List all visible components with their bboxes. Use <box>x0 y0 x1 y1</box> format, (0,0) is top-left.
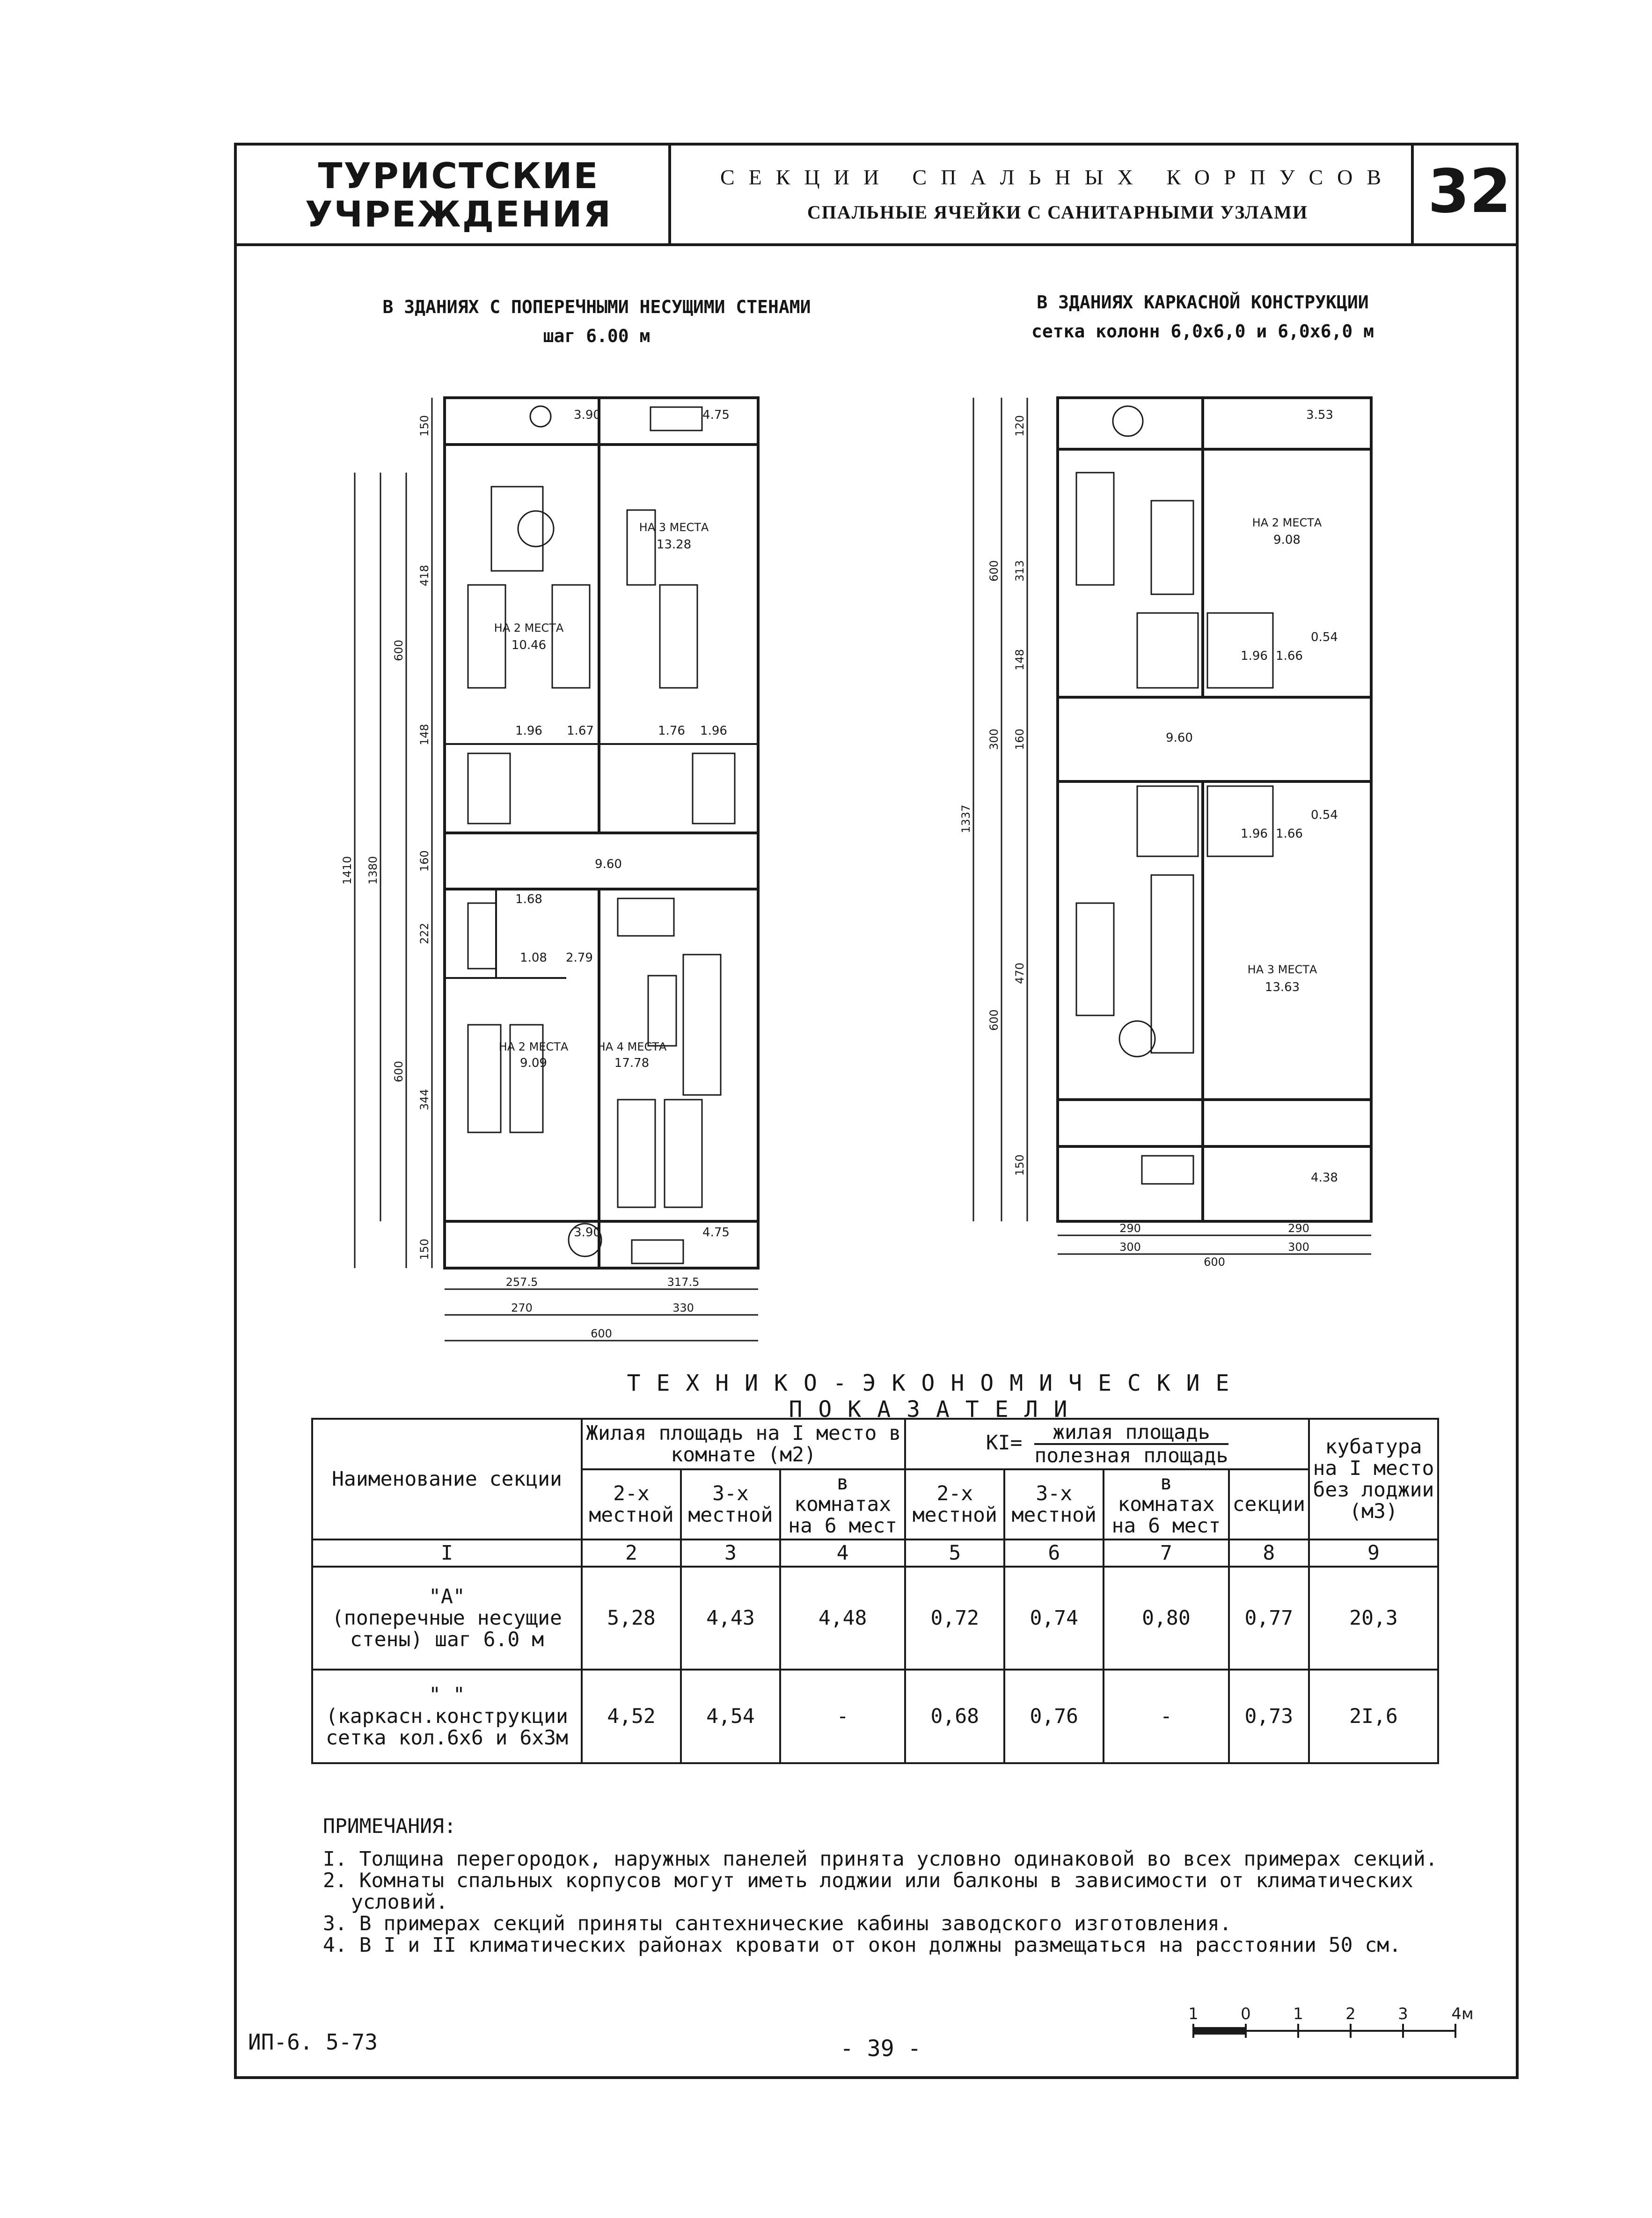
tei-cell: 0,80 <box>1104 1567 1228 1670</box>
left-room-2-area: 10.46 <box>511 638 547 652</box>
right-dim-label: 148 <box>1013 649 1026 671</box>
left-room-3-area: 9.09 <box>520 1056 547 1070</box>
right-area-label: 1.66 <box>1276 827 1303 841</box>
right-dim-label: 470 <box>1013 963 1026 984</box>
tei-subcol: 2-х местной <box>582 1469 681 1539</box>
right-area-label: 9.60 <box>1166 731 1193 745</box>
right-plan-bath-cabin <box>1137 786 1198 856</box>
footer-page-number: - 39 - <box>840 2036 921 2062</box>
scale-bar-label: 2 <box>1345 2005 1356 2023</box>
left-room-1-area: 13.28 <box>656 538 692 552</box>
right-plan-lounger <box>1142 1156 1193 1184</box>
tei-row-a <box>312 1567 1438 1670</box>
tei-row-label <box>312 1567 582 1670</box>
tei-row-label-top: "А" <box>429 1585 465 1608</box>
tei-k-numerator: жилая площадь <box>1034 1422 1228 1445</box>
right-plan-subtitle: сетка колонн 6,0х6,0 и 6,0х6,0 м <box>1031 321 1374 342</box>
tei-cell: 0,77 <box>1229 1567 1309 1670</box>
right-plan-title-block <box>936 288 1469 346</box>
left-area-label: 1.96 <box>700 724 727 738</box>
left-dim-label: 150 <box>418 415 431 437</box>
tei-col-number: 7 <box>1104 1539 1228 1567</box>
left-plan-table <box>530 406 551 427</box>
header-title-line1: ТУРИСТСКИЕ <box>318 155 599 197</box>
right-room-2-area: 13.63 <box>1265 980 1300 994</box>
left-plan-bed <box>665 1100 702 1207</box>
tei-k-denominator: полезная площадь <box>1034 1444 1228 1467</box>
left-dim-label: 330 <box>672 1301 694 1314</box>
scale-bar-label: 4м <box>1451 2005 1474 2023</box>
right-dim-label: 1337 <box>959 804 972 833</box>
tei-cell: 4,48 <box>780 1567 905 1670</box>
tei-cell: 20,3 <box>1309 1567 1438 1670</box>
left-plan-bed <box>660 585 697 688</box>
left-dim-label: 600 <box>591 1327 612 1340</box>
right-dim-label: 600 <box>987 1009 1001 1031</box>
left-dim-label: 270 <box>511 1301 533 1314</box>
left-plan-bath-cabin <box>468 903 496 969</box>
right-dim-label: 600 <box>1204 1255 1225 1268</box>
tei-header-row <box>312 1419 1438 1469</box>
tei-col-number: I <box>312 1539 582 1567</box>
right-area-label: 0.54 <box>1311 808 1338 822</box>
left-area-label: 9.60 <box>595 857 622 871</box>
right-plan-bath-cabin <box>1137 613 1198 688</box>
right-room-1-area: 9.08 <box>1273 533 1301 547</box>
left-dim-label: 148 <box>418 724 431 745</box>
right-dim-label: 150 <box>1013 1154 1026 1176</box>
tei-col-volume: кубатура на I место без лоджии (м3) <box>1309 1419 1438 1539</box>
tei-cell: 4,43 <box>681 1567 780 1670</box>
right-plan-bath-cabin <box>1207 786 1273 856</box>
left-area-label: 2.79 <box>566 951 593 965</box>
right-room-2-name: НА 3 МЕСТА <box>1247 963 1317 976</box>
left-plan-bed <box>468 585 505 688</box>
left-dim-label: 1410 <box>341 856 354 885</box>
left-room-3-name: НА 2 МЕСТА <box>498 1040 569 1053</box>
tei-col-number: 8 <box>1229 1539 1309 1567</box>
left-dim-label: 1380 <box>366 856 380 885</box>
left-dim-label: 344 <box>418 1089 431 1110</box>
header-subtitle-2: СПАЛЬНЫЕ ЯЧЕЙКИ С САНИТАРНЫМИ УЗЛАМИ <box>807 202 1308 223</box>
sheet-number: 32 <box>1427 157 1512 226</box>
notes <box>323 1816 1446 1956</box>
left-area-label: 1.68 <box>515 892 542 906</box>
tei-cell: 0,76 <box>1004 1670 1104 1763</box>
tei-col-number: 2 <box>582 1539 681 1567</box>
left-dim-label: 160 <box>418 850 431 872</box>
tei-cell: - <box>1104 1670 1228 1763</box>
tei-subcol: 2-х местной <box>905 1469 1004 1539</box>
note-item: 2. Комнаты спальных корпусов могут иметь лоджии или балконы в зависимости от климатических условий. <box>323 1869 1413 1914</box>
right-plan-bed <box>1151 875 1193 1053</box>
scale-bar-label: 0 <box>1241 2005 1251 2023</box>
right-area-label: 4.38 <box>1311 1171 1338 1185</box>
header-title <box>255 157 662 233</box>
left-area-label: 4.75 <box>702 408 730 422</box>
tei-subcol: в комнатах на 6 мест <box>1104 1469 1228 1539</box>
left-plan-bed <box>618 898 674 936</box>
scale-bar-segment <box>1193 2028 1246 2034</box>
tei-subcol: секции <box>1229 1469 1309 1539</box>
left-floor-plan <box>304 370 866 1357</box>
right-dim-label: 290 <box>1288 1222 1309 1235</box>
right-area-label: 0.54 <box>1311 630 1338 644</box>
scale-bar-label: 3 <box>1398 2005 1408 2023</box>
right-dim-label: 290 <box>1119 1222 1141 1235</box>
header-divider-2 <box>1411 143 1414 245</box>
right-dim-label: 160 <box>1013 729 1026 750</box>
right-area-label: 1.96 <box>1241 827 1268 841</box>
right-dim-label: 300 <box>1288 1240 1309 1254</box>
left-plan-bed <box>683 955 721 1095</box>
tei-cell: 0,73 <box>1229 1670 1309 1763</box>
right-plan-bed <box>1076 903 1114 1015</box>
tei-group-k <box>905 1419 1309 1469</box>
tei-row-label-top: " " <box>429 1683 465 1707</box>
right-floor-plan <box>941 370 1474 1268</box>
right-plan-table <box>1119 1021 1155 1057</box>
left-plan-bed <box>618 1100 655 1207</box>
tei-row-label-text: (поперечные несущие стены) шаг 6.0 м <box>332 1606 562 1651</box>
left-plan-title-block <box>304 292 889 350</box>
left-plan-bed <box>468 1025 501 1132</box>
left-plan-title: В ЗДАНИЯХ С ПОПЕРЕЧНЫМИ НЕСУЩИМИ СТЕНАМИ <box>382 297 811 317</box>
tei-cell: 5,28 <box>582 1567 681 1670</box>
note-item: 4. В I и II климатических районах кровати от окон должны размещаться на расстоянии 50 см. <box>323 1933 1402 1957</box>
right-dim-label: 120 <box>1013 415 1026 437</box>
tei-cell: 0,74 <box>1004 1567 1104 1670</box>
scale-bar-label: 1 <box>1293 2005 1303 2023</box>
left-area-label: 3.90 <box>574 408 601 422</box>
header-title-line2: УЧРЕЖДЕНИЯ <box>305 193 612 235</box>
left-plan-wardrobe <box>491 487 543 571</box>
right-area-label: 3.53 <box>1306 408 1333 422</box>
left-area-label: 4.75 <box>702 1226 730 1240</box>
tei-cell: 0,68 <box>905 1670 1004 1763</box>
tei-row-b <box>312 1670 1438 1763</box>
left-plan-lounger <box>651 407 702 430</box>
tei-table <box>311 1418 1439 1764</box>
tei-col-number: 6 <box>1004 1539 1104 1567</box>
left-area-label: 3.90 <box>574 1226 601 1240</box>
left-plan-subtitle: шаг 6.00 м <box>543 326 651 346</box>
left-area-label: 1.76 <box>658 724 685 738</box>
tei-subcol: в комнатах на 6 мест <box>780 1469 905 1539</box>
tei-col-number: 9 <box>1309 1539 1438 1567</box>
tei-k-prefix: КI= <box>986 1431 1023 1455</box>
tei-group-living: Жилая площадь на I место в комнате (м2) <box>582 1419 905 1469</box>
left-room-4-area: 17.78 <box>614 1056 650 1070</box>
left-room-2-name: НА 2 МЕСТА <box>494 621 564 635</box>
scale-bar <box>1184 1998 1484 2050</box>
right-dim-label: 300 <box>987 729 1001 750</box>
notes-heading: ПРИМЕЧАНИЯ: <box>323 1815 456 1838</box>
note-item: I. Толщина перегородок, наружных панелей принята условно одинаковой во всех примерах секций. <box>323 1847 1438 1871</box>
tei-cell: 4,52 <box>582 1670 681 1763</box>
tei-cell: - <box>780 1670 905 1763</box>
tei-col-name: Наименование секции <box>312 1419 582 1539</box>
tei-number-row <box>312 1539 1438 1567</box>
note-item: 3. В примерах секций приняты сантехнические кабины заводского изготовления. <box>323 1912 1232 1935</box>
left-room-4-name: НА 4 МЕСТА <box>597 1040 667 1053</box>
scale-bar-label: 1 <box>1188 2005 1199 2023</box>
header-bottom-line <box>234 243 1519 246</box>
tei-cell: 0,72 <box>905 1567 1004 1670</box>
footer-code: ИП-6. 5-73 <box>248 2029 378 2055</box>
header-subtitle-1: СЕКЦИИ СПАЛЬНЫХ КОРПУСОВ <box>720 165 1396 189</box>
tei-cell: 4,54 <box>681 1670 780 1763</box>
right-dim-label: 600 <box>987 560 1001 582</box>
header-divider-1 <box>668 143 671 245</box>
right-room-1-name: НА 2 МЕСТА <box>1252 516 1322 529</box>
tei-col-number: 4 <box>780 1539 905 1567</box>
right-area-label: 1.96 <box>1241 649 1268 663</box>
left-area-label: 1.08 <box>520 951 547 965</box>
left-area-label: 1.96 <box>515 724 542 738</box>
tei-subcol: 3-х местной <box>681 1469 780 1539</box>
left-plan-bath-cabin <box>693 753 735 824</box>
left-dim-label: 317.5 <box>667 1276 700 1289</box>
left-dim-label: 150 <box>418 1239 431 1260</box>
tei-subcol: 3-х местной <box>1004 1469 1104 1539</box>
tei-row-label <box>312 1670 582 1763</box>
left-area-label: 1.67 <box>567 724 594 738</box>
left-plan-bath-cabin <box>468 753 510 824</box>
right-plan-bed <box>1151 501 1193 594</box>
left-dim-label: 600 <box>392 640 405 661</box>
tei-col-number: 5 <box>905 1539 1004 1567</box>
left-plan-table <box>518 511 554 547</box>
left-dim-label: 600 <box>392 1061 405 1082</box>
left-dim-label: 418 <box>418 565 431 586</box>
left-dim-label: 257.5 <box>505 1276 538 1289</box>
right-area-label: 1.66 <box>1276 649 1303 663</box>
left-plan-table <box>648 976 676 1046</box>
tei-col-number: 3 <box>681 1539 780 1567</box>
right-plan-bed <box>1076 473 1114 585</box>
tei-cell: 2I,6 <box>1309 1670 1438 1763</box>
left-room-1-name: НА 3 МЕСТА <box>639 521 709 534</box>
right-plan-title: В ЗДАНИЯХ КАРКАСНОЙ КОНСТРУКЦИИ <box>1037 292 1369 313</box>
tei-row-label-text: (каркасн.конструкции сетка кол.6х6 и 6х3м <box>326 1705 568 1750</box>
right-plan-table <box>1113 406 1143 436</box>
right-dim-label: 300 <box>1119 1240 1141 1254</box>
left-plan-bed <box>552 585 590 688</box>
right-dim-label: 313 <box>1013 560 1026 582</box>
left-dim-label: 222 <box>418 923 431 944</box>
tei-heading: ТЕХНИКО-ЭКОНОМИЧЕСКИЕ ПОКАЗАТЕЛИ <box>627 1370 1245 1423</box>
left-plan-lounger <box>632 1240 683 1263</box>
